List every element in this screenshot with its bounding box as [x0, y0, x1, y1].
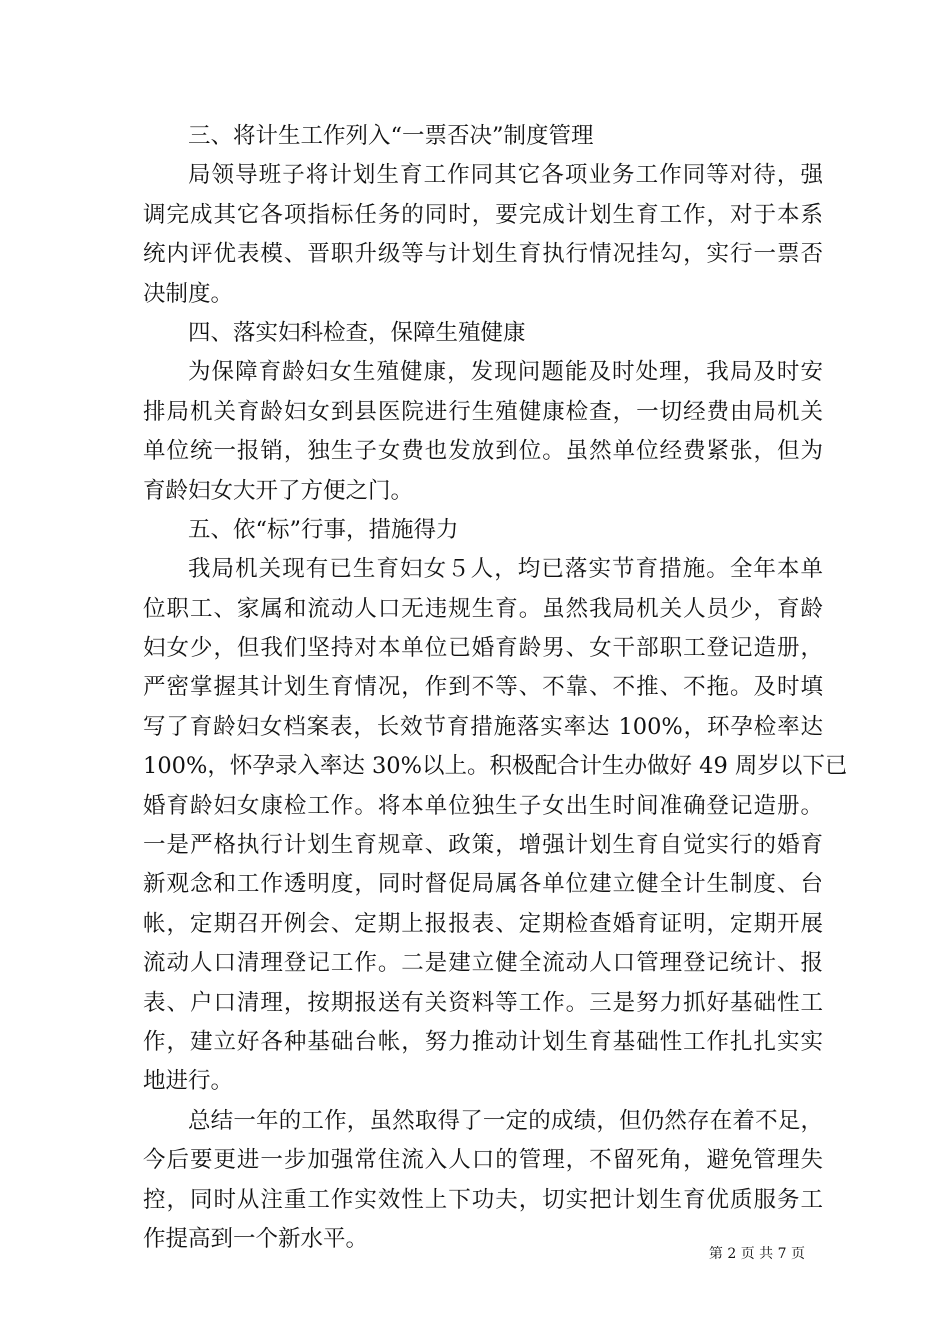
text-line: 决制度。 [143, 280, 234, 307]
page-number: 第 2 页 共 7 页 [708, 1246, 805, 1262]
text-line: 严密掌握其计划生育情况，作到不等、不靠、不推、不拖。及时填 [143, 674, 823, 701]
text-line: 调完成其它各项指标任务的同时，要完成计划生育工作，对于本系 [143, 201, 823, 228]
text-line: 统内评优表模、晋职升级等与计划生育执行情况挂勾，实行一票否 [143, 241, 823, 268]
text-line: 位职工、家属和流动人口无违规生育。虽然我局机关人员少，育龄 [143, 595, 823, 622]
text-line: 写了育龄妇女档案表，长效节育措施落实率达 100%，环孕检率达 [143, 713, 823, 740]
text-line: 五、依“标”行事，措施得力 [188, 516, 459, 543]
text-line: 为保障育龄妇女生殖健康，发现问题能及时处理，我局及时安 [188, 359, 823, 386]
text-line: 帐，定期召开例会、定期上报报表、定期检查婚育证明，定期开展 [143, 910, 823, 937]
text-line: 一是严格执行计划生育规章、政策，增强计划生育自觉实行的婚育 [143, 832, 823, 859]
text-line: 婚育龄妇女康检工作。将本单位独生子女出生时间准确登记造册。 [143, 792, 823, 819]
text-line: 表、户口清理，按期报送有关资料等工作。三是努力抓好基础性工 [143, 989, 823, 1016]
text-line: 排局机关育龄妇女到县医院进行生殖健康检查，一切经费由局机关 [143, 398, 823, 425]
text-line: 四、落实妇科检查，保障生殖健康 [188, 319, 526, 346]
text-line: 作，建立好各种基础台帐，努力推动计划生育基础性工作扎扎实实 [143, 1028, 823, 1055]
text-line: 控，同时从注重工作实效性上下功夫，切实把计划生育优质服务工 [143, 1186, 823, 1213]
text-line: 地进行。 [143, 1068, 234, 1095]
text-line: 单位统一报销，独生子女费也发放到位。虽然单位经费紧张，但为 [143, 438, 823, 465]
text-line: 局领导班子将计划生育工作同其它各项业务工作同等对待，强 [188, 162, 823, 189]
text-line: 妇女少，但我们坚持对本单位已婚育龄男、女干部职工登记造册， [143, 635, 823, 662]
text-line: 今后要更进一步加强常住流入人口的管理，不留死角，避免管理失 [143, 1147, 823, 1174]
text-line: 新观念和工作透明度，同时督促局属各单位建立健全计生制度、台 [143, 871, 823, 898]
text-line: 总结一年的工作，虽然取得了一定的成绩，但仍然存在着不足， [188, 1107, 823, 1134]
text-line: 100%，怀孕录入率达 30%以上。积极配合计生办做好 49 周岁以下已 [143, 753, 848, 780]
document-body [143, 117, 848, 1259]
text-line: 育龄妇女大开了方便之门。 [143, 477, 414, 504]
text-line: 三、将计生工作列入“一票否决”制度管理 [188, 123, 594, 149]
text-line: 流动人口清理登记工作。二是建立健全流动人口管理登记统计、报 [143, 950, 823, 977]
text-line: 我局机关现有已生育妇女５人，均已落实节育措施。全年本单 [188, 556, 823, 583]
text-line: 作提高到一个新水平。 [143, 1225, 369, 1252]
